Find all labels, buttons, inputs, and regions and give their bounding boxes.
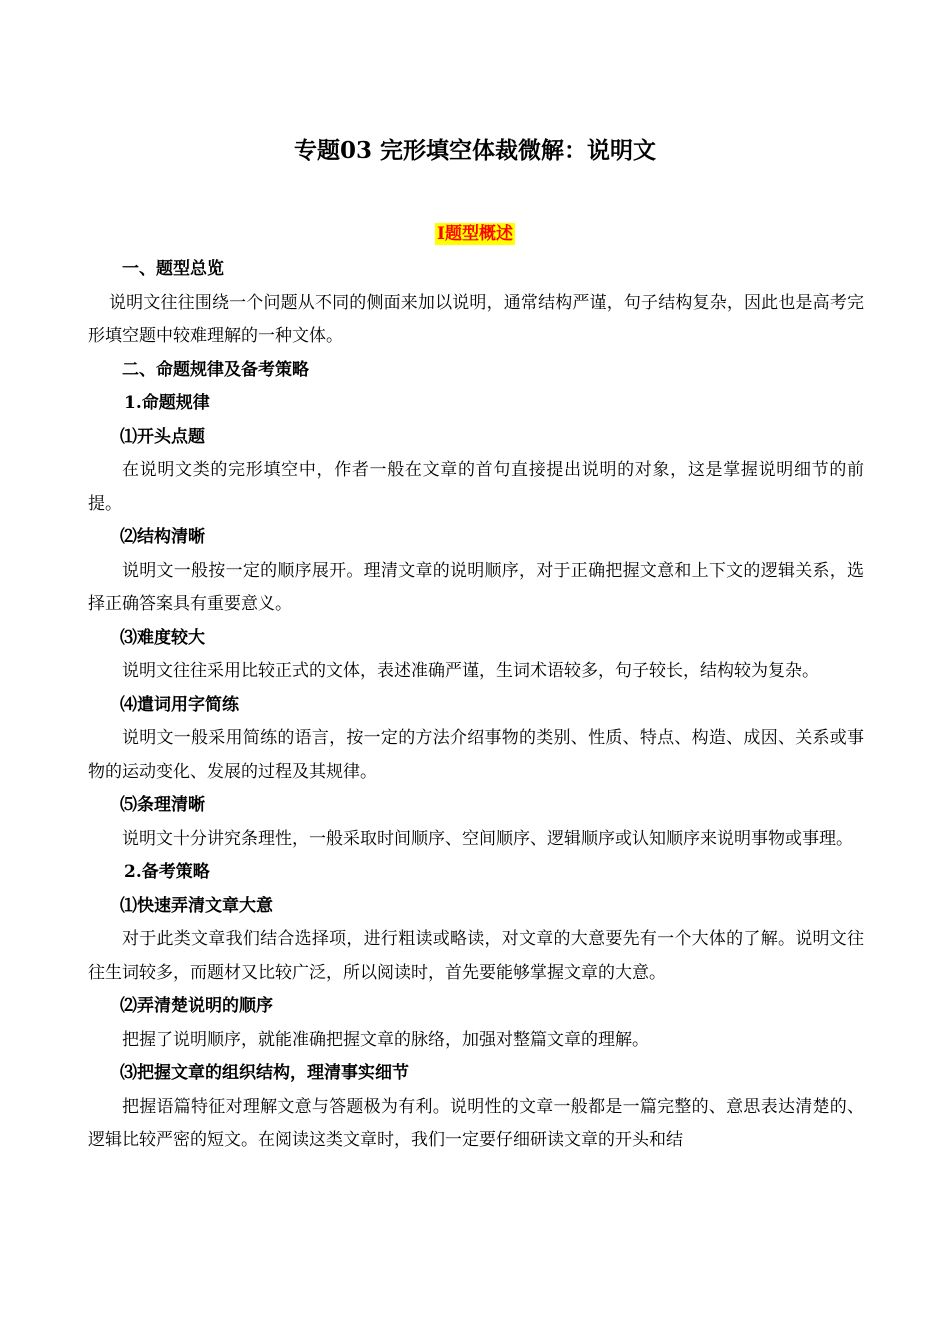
- prep-text-2: 把握了说明顺序，就能准确把握文章的脉络，加强对整篇文章的理解。: [122, 1029, 649, 1050]
- document-body: [88, 253, 864, 1158]
- page-title: 专题03 完形填空体裁微解：说明文: [293, 137, 656, 164]
- overview-paragraph: 说明文往往围绕一个问题从不同的侧面来加以说明，通常结构严谨，句子结构复杂，因此也是高考完形填空题中较难理解的一种文体。: [88, 292, 864, 346]
- rule-label-4: ⑷遣词用字简练: [120, 694, 239, 715]
- prep-heading: 2.备考策略: [124, 862, 210, 882]
- rule-label-3: ⑶难度较大: [120, 627, 205, 648]
- rule-text-2: 说明文一般按一定的顺序展开。理清文章的说明顺序，对于正确把握文意和上下文的逻辑关系，选择正确答案具有重要意义。: [88, 560, 864, 614]
- strategy-heading: 二、命题规律及备考策略: [122, 359, 309, 380]
- rule-label-2: ⑵结构清晰: [120, 527, 205, 547]
- overview-heading: 一、题型总览: [122, 259, 224, 279]
- rule-text-5: 说明文十分讲究条理性，一般采取时间顺序、空间顺序、逻辑顺序或认知顺序来说明事物或事理。: [122, 828, 853, 849]
- prep-text-1: 对于此类文章我们结合选择项，进行粗读或略读，对文章的大意要先有一个大体的了解。说明文往往生词较多，而题材又比较广泛，所以阅读时，首先要能够掌握文章的大意。: [88, 929, 864, 983]
- rule-label-5: ⑸条理清晰: [120, 795, 205, 815]
- rule-text-1: 在说明文类的完形填空中，作者一般在文章的首句直接提出说明的对象，这是掌握说明细节的前提。: [88, 460, 864, 514]
- prep-label-3: ⑶把握文章的组织结构，理清事实细节: [120, 1063, 409, 1083]
- prep-label-1: ⑴快速弄清文章大意: [120, 895, 273, 916]
- rules-heading: 1.命题规律: [124, 393, 210, 413]
- section-banner: [0, 221, 950, 247]
- rule-label-1: ⑴开头点题: [120, 426, 205, 447]
- prep-text-3: 把握语篇特征对理解文意与答题极为有利。说明性的文章一般都是一篇完整的、意思表达清楚的、逻辑比较严密的短文。在阅读这类文章时，我们一定要仔细研读文章的开头和结: [88, 1096, 864, 1150]
- rule-text-4: 说明文一般采用简练的语言，按一定的方法介绍事物的类别、性质、特点、构造、成因、关系或事物的运动变化、发展的过程及其规律。: [88, 728, 864, 782]
- prep-label-2: ⑵弄清楚说明的顺序: [120, 996, 273, 1016]
- section-banner-label: Ⅰ题型概述: [437, 224, 513, 244]
- rule-text-3: 说明文往往采用比较正式的文体，表述准确严谨，生词术语较多，句子较长，结构较为复杂。: [122, 661, 819, 681]
